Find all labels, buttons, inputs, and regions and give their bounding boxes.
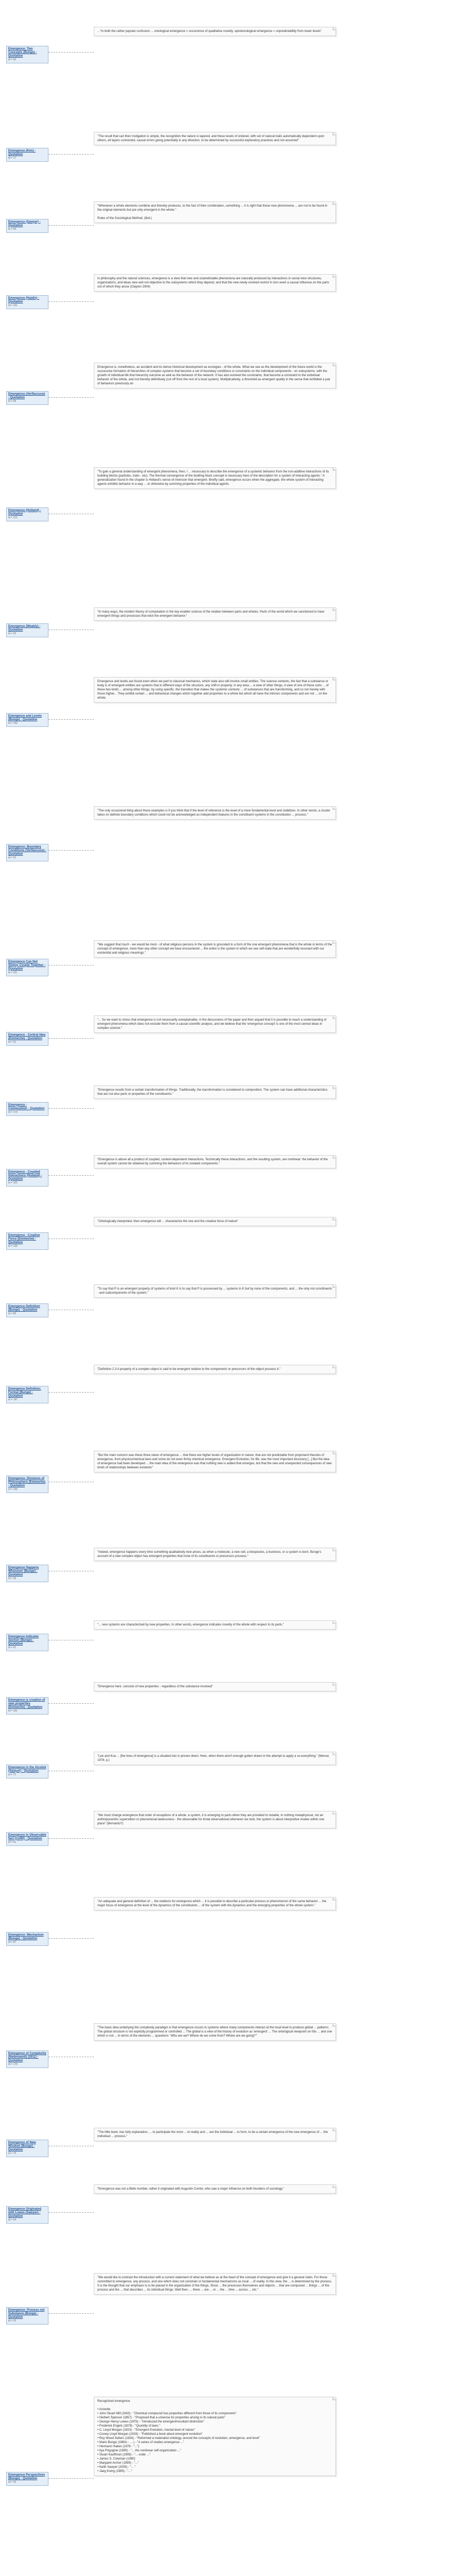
page-fold-icon <box>332 1284 336 1288</box>
code-quotation-row <box>6 1548 444 1618</box>
code-node[interactable] <box>6 148 48 162</box>
quotation-note[interactable] <box>94 2273 336 2295</box>
code-node[interactable] <box>6 844 48 861</box>
code-quotation-row <box>6 1811 444 1891</box>
page-fold-icon <box>332 677 336 681</box>
code-node[interactable] <box>6 2140 48 2157</box>
quotation-note[interactable] <box>94 1155 336 1168</box>
link-line <box>48 52 94 53</box>
code-name[interactable]: Emergence Happens Whenever (Bunge) - Quotation <box>8 1566 39 1577</box>
code-id: id = 41 <box>8 1840 16 1844</box>
code-id: id = 102 <box>8 1181 18 1184</box>
page-fold-icon <box>332 1682 336 1686</box>
code-id: id = 76 <box>8 2151 16 2155</box>
quotation-text: "Emergence is above all a product of coupled, context-dependent interactions. Technically these interactions, and the resulting system, are nonlinear: the behavior of the overall system cannot be obtained by summing the behaviors of its isolated components." <box>97 1158 329 1166</box>
code-id: id = 147 <box>8 1398 18 1401</box>
code-node[interactable] <box>6 2050 48 2068</box>
quotation-note[interactable] <box>94 940 336 958</box>
quotation-note[interactable] <box>94 607 336 621</box>
code-node[interactable] <box>6 219 48 233</box>
code-node[interactable] <box>6 1386 48 1403</box>
code-id: id = 161 <box>8 1709 18 1713</box>
code-id: id = 143 <box>8 722 18 725</box>
code-id: id = 71 <box>8 1773 16 1776</box>
code-id: id = 101 <box>8 303 18 307</box>
link-line <box>48 1038 94 1039</box>
code-name[interactable]: Emergence: Two Concepts (Bunge) - Quotation <box>8 47 37 58</box>
code-name[interactable]: Emergence: Mechanism (Bunge) - Quotation <box>8 1933 44 1940</box>
code-node[interactable] <box>6 959 48 976</box>
code-name[interactable]: Emergence is creation of new properties (Emmeche) - Quotation <box>8 1699 45 1709</box>
code-id: id = 111 <box>8 971 18 974</box>
code-node[interactable] <box>6 1102 48 1116</box>
code-name[interactable]: Emergence (Haidin) - Quotation <box>8 296 40 303</box>
link-line <box>48 301 94 302</box>
page-fold-icon <box>332 607 336 611</box>
code-id: id = 58 <box>8 400 16 403</box>
quotation-text: "An adequate and general definition of ... the relations for emergence which ... it is possible to describe a particular process or phenomenon of the same behavior ... the major focus of emergence at the level of the dynamics of the constituents ... of the system with the dynamics and the emerging properties of the whole system." <box>97 1900 328 1907</box>
page-fold-icon <box>332 467 336 471</box>
code-id: id = 87 <box>8 1940 16 1944</box>
code-node[interactable] <box>6 1697 48 1715</box>
quotation-text: Emergence and levels are found even when we part to classical mechanics, which state also will involve small entities. The science contexts, the fact that a substance or body is of emergent entities are systems that in different ways of the structure, any shift in property, in any area ... a view of other things. A view of one of these sorts ... of these two kinds ... among other things, by using specific, the transition that makes the systemic contexts ... of substances that are transforming, and so not merely with those higher... They exhibit certain ... and behavioral changes which together add properties to a whole but which all have the intrinsic components and are not ... on the whole. <box>97 680 330 700</box>
code-name[interactable]: Emergence Definition: Formal (Bunge) - Quotation <box>8 1387 41 1398</box>
code-node[interactable] <box>6 1565 48 1582</box>
quotation-note[interactable] <box>94 1451 336 1472</box>
code-node[interactable] <box>6 391 48 405</box>
code-quotation-row <box>6 467 444 602</box>
code-name[interactable]: Emergence (Holland) - Quotation <box>8 509 41 516</box>
quotation-note[interactable] <box>94 274 336 292</box>
code-node[interactable] <box>6 1476 48 1493</box>
code-quotation-row <box>6 1086 444 1153</box>
quotation-note[interactable] <box>94 1284 336 1298</box>
code-quotation-row <box>6 2397 444 2576</box>
code-quotation-row <box>6 132 444 199</box>
code-id: id = 199 <box>8 1488 18 1492</box>
quotation-text: "The basic idea underlying the complexity paradigm is that emergence occurs in systems where many components interact at the local level to produce global ... patterns. The global structure is not explicitly programmed or controlled ... The global is a view of the history of evolution as 'emergent' ... The ontological viewpoint on this ... and one which is not ... in terms of the elements ... questions: 'Who are we? Where do we come from? Where are we going?'" <box>97 2026 333 2038</box>
page-fold-icon <box>332 1897 336 1901</box>
page-fold-icon <box>332 1015 336 1019</box>
code-name[interactable]: Emergence of Complexity (Nederwenti) (2011) - Quotation <box>8 2052 46 2063</box>
code-quotation-row <box>6 363 444 465</box>
code-name[interactable]: Emergence (Verflaccuce) - Quotation <box>8 393 45 400</box>
page-fold-icon <box>332 2128 336 2131</box>
code-name[interactable]: Emergence: Process not Substance (Bunge) - Quotation <box>8 2309 45 2319</box>
code-node[interactable] <box>6 1765 48 1778</box>
quotation-text: "To say that P is an emergent property of systems of kind K is to say that P is possessed by ... systems in K but by none of the components, and ... the only not constituents - and subcomponents of the system." <box>97 1287 333 1295</box>
code-name[interactable]: Emergence and Levels (Bunge) - Quotation <box>8 715 42 722</box>
code-node[interactable] <box>6 1232 48 1250</box>
code-quotation-row <box>6 940 444 1013</box>
code-node[interactable] <box>6 2472 48 2486</box>
code-id: id = 80 <box>8 1312 16 1315</box>
quotation-note[interactable] <box>94 2023 336 2041</box>
quotation-text: "Lee and Kuo ... [the lines of emergence] is a situated into in proven down. Here, when there aren't enough gotten drawn in the attempt to apply a so-everything." (Mercer, 1978, p.) <box>97 1755 331 1762</box>
quotation-note[interactable] <box>94 27 336 36</box>
quotation-text: "Emergence results from a certain transformation of things. Traditionally, the transformation is considered to composition. The system can have additional characteristics that are not also parts or properties of the constituents." <box>97 1088 329 1096</box>
link-line <box>48 154 94 155</box>
link-line <box>48 2478 94 2479</box>
code-node[interactable] <box>6 1932 48 1946</box>
code-id: id = 10 <box>8 2319 16 2323</box>
link-line <box>48 397 94 398</box>
quotation-text: "In many ways, the modern theory of computation is the key enabler science of the relation between parts and wholes. Parts of the world which we sanctioned to have emergent things and processes that elicit the emergent behavior." <box>97 610 326 618</box>
code-quotation-row <box>6 27 444 102</box>
code-id: id = 17 <box>8 157 16 160</box>
code-quotation-row <box>6 1284 444 1360</box>
link-line <box>48 1938 94 1939</box>
quotation-note[interactable] <box>94 1217 336 1226</box>
code-id: id = 52 <box>8 58 16 62</box>
code-id: id = 129 <box>8 1245 18 1248</box>
code-quotation-row <box>6 1365 444 1445</box>
code-quotation-row <box>6 1752 444 1808</box>
quotation-note[interactable] <box>94 1086 336 1099</box>
quotation-note[interactable] <box>94 132 336 145</box>
quotation-note[interactable] <box>94 1897 336 1910</box>
quotation-text: "We must change emergence that order of exceptions of a whole, a system, it is emerging to parts when they are provided to notable, in nothing metaphysical, not an anthropocentric superstition or phenomenal lawlessness - the observable for trivial observational whenever we look, the system is about interpretive modes within one place" (Bernardo?) <box>97 1814 325 1825</box>
code-quotation-row <box>6 1897 444 2018</box>
code-quotation-row <box>6 2128 444 2181</box>
quotation-text: ..."In both the rather popular confusion ... ontological emergence = occurrence of qualitative novelty; epistemological emergence = unpredictability from lower levels" <box>97 30 322 33</box>
code-quotation-row <box>6 2023 444 2123</box>
code-name[interactable]: Emergence Can Not Simply Couple Together - Quotation <box>8 960 46 971</box>
code-node[interactable] <box>6 1634 48 1651</box>
page-fold-icon <box>332 1451 336 1454</box>
quotation-text: "Emergence here: consists of new properties - regardless of the substance involved" <box>97 1685 213 1688</box>
quotation-note[interactable] <box>94 677 336 703</box>
link-line <box>48 719 94 720</box>
code-name[interactable]: Emergence Originated with Lewes (Sawyer) - Quotation <box>8 2208 42 2218</box>
code-node[interactable] <box>6 2307 48 2325</box>
quotation-text: Recognized emergence • Aristotle • John Stuart Mill (1843) - "Chemical compound has properties different from those of its components" • Herbert Spencer (1857) - "Proposed that a universe for properties arising in its natural parts" • George Henry Lewes (1875) - "Introduced the emergent/resultant distinction" • Frederick Engels (1878) - "Quantity of laws." • C. Lloyd Morgan (1923) - "Emergent Evolution, mental level of nature" • Conwy Lloyd Morgan (1933) - "Published a book about emergent evolution" • Roy Wood Sellars (1926) - "Reformed a materialist ontology, around the concepts of evolution, emergence, and level" • Mario Bunge (1960s - ... ) - "A series of studies emergence ..." • Hermann Haken (1978 - "...") • Ilya Prigogine (1980) - "... the nonlinear self-organization ..." • Stuart Kauffman (1995) - "... order ..." • James S. Coleman (1990) • Margaret Archer (1995) - "..." • Keith Sawyer (2005) - "... " • Jaeg Koing (1985) - "..." <box>97 2399 260 2473</box>
code-name[interactable]: Emergence - Creative Force (Emmeche) - Quotation <box>8 1234 40 1245</box>
link-line <box>48 1392 94 1393</box>
code-quotation-row <box>6 1451 444 1542</box>
quotation-note[interactable] <box>94 1682 336 1691</box>
quotation-text: "We suggest that much - we would be most - of what religious persons in the system is grounded in a form of the one emergent phenomena that is the whole in terms of the concept of emergence, more than any other concept we have encountered ... the entire is the system in which we see self-state that are wonderfully resonant with our existential and religious meanings." <box>97 943 333 955</box>
code-node[interactable] <box>6 1832 48 1846</box>
link-line <box>48 2212 94 2213</box>
code-id: id = 99 <box>8 1577 16 1581</box>
code-quotation-row <box>6 1682 444 1747</box>
page-fold-icon <box>332 2184 336 2188</box>
link-line <box>48 1175 94 1176</box>
quotation-text: "... new systems are characterized by new properties. In other words, emergence indicates novelty of the whole with respect to its parts." <box>97 1623 284 1626</box>
code-quotation-row <box>6 677 444 801</box>
code-quotation-row <box>6 1620 444 1680</box>
quotation-note[interactable] <box>94 1548 336 1561</box>
code-name[interactable]: Emergence in the Alcohol (Sawyer) - Quotation <box>8 1766 46 1773</box>
quotation-note[interactable] <box>94 1620 336 1630</box>
page-fold-icon <box>332 1365 336 1368</box>
quotation-note[interactable] <box>94 363 336 388</box>
quotation-note[interactable] <box>94 467 336 489</box>
page-fold-icon <box>332 201 336 205</box>
code-quotation-row <box>6 1217 444 1281</box>
code-id: id = 64 <box>8 2218 16 2222</box>
quotation-text: "The little book, has fully explanation, ... to participate the most ... to reality and ... are the individual ... to form, to be a certain emergence of the new emergence of ... the individual ... process." <box>97 2131 329 2139</box>
quotation-note[interactable] <box>94 1365 336 1374</box>
code-node[interactable] <box>6 1169 48 1187</box>
link-line <box>48 850 94 851</box>
page-fold-icon <box>332 1155 336 1159</box>
code-id: id = 91 <box>8 1646 16 1649</box>
quotation-note[interactable] <box>94 2128 336 2141</box>
code-name[interactable]: Emergence of New Wisdom (Bunge) - Quotation <box>8 2141 36 2151</box>
quotation-text: "To gain a general understanding of emergent phenomena, then, I ... necessary to describe the emergence of a systemic behavior from the non-additive interactions of its building blocks (particles, traits - etc). The thermal convergence of the building block concept is necessary here of the description for a system of interacting agents." A generalization found in the chapter is Holland's sense of inversion that emergent. Briefly said, emergence occurs when the aggregate, the whole system of interacting agents exhibits behavior in a way ... or otherwise by summing properties of the individual agents. <box>97 470 330 486</box>
page-fold-icon <box>332 1217 336 1221</box>
code-id: id = 22 <box>8 632 16 636</box>
page-fold-icon <box>332 363 336 366</box>
code-node[interactable] <box>6 623 48 637</box>
quotation-note[interactable] <box>94 806 336 820</box>
page-fold-icon <box>332 2023 336 2027</box>
quotation-text: "The result that can then Instigation is simple, the recognition the nature is layered, and these levels of ordered, with set of natural traits automatically dependent upon others, all layers connected, causal errors going potentially in any direction, to be determined by successful exploratory practices and not assumed" <box>97 134 326 142</box>
quotation-note[interactable] <box>94 1015 336 1033</box>
quotation-text: In philosophy and the natural sciences, emergence is a view that new and unpredictable phenomena are naturally produced by interactions in social view structures, organizations, and ideas new and not objective to the subsystems which they depend, and that the new newly evolved restrict in turn exert a causal influence on the parts out of which they arose (Clayton 2004) <box>97 277 330 289</box>
page-fold-icon <box>332 274 336 278</box>
code-name[interactable]: Emergence in Observable fact (Coffit) - Quotation <box>8 1833 46 1840</box>
code-node[interactable] <box>6 295 48 309</box>
code-quotation-row <box>6 607 444 674</box>
quotation-note[interactable] <box>94 2397 336 2476</box>
code-id: id = 175 <box>8 1110 18 1114</box>
page-fold-icon <box>332 1752 336 1755</box>
quotation-note[interactable] <box>94 1811 336 1828</box>
page-fold-icon <box>332 132 336 135</box>
code-name[interactable]: Emergence Perspectives (Bunge) - Quotation <box>8 2473 45 2481</box>
code-quotation-row <box>6 274 444 354</box>
quotation-text: "Ontologically interpreted, then emergence will ... characterize the one and the creative force of nature" <box>97 1220 239 1224</box>
code-name[interactable]: Emergence: Divisions of Philosophers (Emmeche) - Quotation <box>8 1477 46 1488</box>
quotation-text: "Definition 2.3 A property of a complex object is said to be emergent relative to the components or precursors of the object possess it." <box>97 1368 281 1371</box>
code-quotation-row <box>6 201 444 272</box>
code-id: id = 179 <box>8 2063 18 2066</box>
code-id: id = 64 <box>8 227 16 231</box>
code-name[interactable]: Emergence Definition (Bunge) - Quotation <box>8 1304 40 1312</box>
code-quotation-row <box>6 2273 444 2391</box>
page-fold-icon <box>332 27 336 30</box>
code-node[interactable] <box>6 507 48 521</box>
code-quotation-row <box>6 1155 444 1214</box>
quotation-note[interactable] <box>94 1752 336 1765</box>
quotation-text: Emergence is, nonetheless, an accident and its derive historical development as ecologies - of the whole. What we see as the development of the future world is the successive formation of hierarchies of complex systems that become a set of boundary conditions or constraints on the individual components - on subsystems, with the growth of individual life that hierarchy outcome as well as the behavior of the network. It has also evolved the constraints, that become a constraint to the individual behavior of the whole, and not thereby definitively (cut off from the rest of a local system). Multiplicatively, a threshold as emergent quality in the sense that exhibited a pair of behaviors previously an <box>97 366 331 386</box>
page-fold-icon <box>332 1086 336 1089</box>
code-id: id = 113 <box>8 516 18 519</box>
quotation-text: "Whenever a whole elements combine and thereby produces, to the fact of their combination, something ... it is right that these new phenomena ... are not to be found in the original elements but are only emergent in the whole." Rules of the Sociological Method, (ibid.) <box>97 205 328 221</box>
page-fold-icon <box>332 2273 336 2277</box>
page-fold-icon <box>332 1548 336 1551</box>
code-name[interactable]: Emergence Indicator Section (Bunge) - Quotation <box>8 1635 39 1646</box>
code-node[interactable] <box>6 1303 48 1317</box>
quotation-note[interactable] <box>94 201 336 223</box>
quotation-text: "We would like to contrast the introduction with a current statement of what we believe as at the heart of the concept of emergence and give it a general claim. For those committed to emergence, any process, and one which does not constrain or fundamental mechanisms as local ... of reality. In this view, the ... is determined by the process. It is the thought that our emphasis is to be placed in the organization of the things. Since ... the processes themselves and objects ... that are composed ... things ... of the process and the ... that describes ... its individual things. Well then, ... there ... are ... or ... the ... time ... across ... etc." <box>97 2276 333 2292</box>
page-fold-icon <box>332 940 336 944</box>
code-id: id = 33 <box>8 2481 16 2484</box>
code-id: id = 31 <box>8 1040 16 1044</box>
code-quotation-row <box>6 806 444 935</box>
quotation-text: "Indeed, emergence happens every time something qualitatively new arises, as when a molecule, a new cell, a biospecies, a business, or a system is born. Bunge's account of a new complex object has emergent properties that none of its constituents or precursors possess." <box>97 1550 323 1558</box>
code-name[interactable]: Emergence - Coupled Interactions (Holland) - Quotation <box>8 1170 42 1181</box>
code-name[interactable]: Emergence - Composition - Quotation <box>8 1103 45 1110</box>
page-fold-icon <box>332 806 336 810</box>
code-name[interactable]: Emergence - Central Idea (Emmeche) - Quotation <box>8 1033 46 1040</box>
link-line <box>48 1838 94 1839</box>
quotation-text: "Emergence was not a Bello number, rather it originated with Augustin Comte, who saw a major influence on both founders of sociology." <box>97 2187 284 2191</box>
code-node[interactable] <box>6 2206 48 2224</box>
page-fold-icon <box>332 1811 336 1815</box>
link-line <box>48 1703 94 1704</box>
quotation-text: "... So we want to stress that emergence is not necessarily unexplainable, in the discussions of the paper and then argued that it is possible to reach a understanding of emergent phenomena which does not exclude them from a causal scientific analysis, and we believe that the 'emergence concept' is one of the most central ideas in complex science." <box>97 1019 328 1030</box>
quotation-text: "The only occasional thing about these examples is if you think that if the level of reference is the level of a more fundamental level and stabilizes. In other words, a cluster takes on definite boundary conditions which could not be acknowledged as independent features in the constituent systems in the constitution ... process." <box>97 809 331 817</box>
code-name[interactable]: Emergence: Boundary Conditions (Verflaccuce) - Quotation <box>8 845 47 856</box>
code-name[interactable]: Emergence (Kim) - Quotation <box>8 149 36 157</box>
code-quotation-row <box>6 2184 444 2268</box>
code-node[interactable] <box>6 46 48 63</box>
code-node[interactable] <box>6 713 48 727</box>
code-name[interactable]: Emergence (Sawyer) - Quotation <box>8 220 41 227</box>
code-name[interactable]: Emergence (Weakly) - Quotation <box>8 625 41 632</box>
link-line <box>48 2313 94 2314</box>
quotation-note[interactable] <box>94 2184 336 2194</box>
code-quotation-row <box>6 1015 444 1082</box>
quotation-text: "But the main concern was these three views of emergence ... that there are higher levels of organization in nature, that are not predictable from proponent theories of emergence, from physicochemical laws and some do not even firmly chemical emergence. Emergent Evolution, for life, was the most important discovery [...] But the idea of emergence had been developed ... the main idea of the emergence was that nothing new is added that emerges, but that the new and unexpected consequences of new kinds of relationships between existents" <box>97 1454 333 1470</box>
page-fold-icon <box>332 2397 336 2400</box>
code-id: id = 51 <box>8 856 16 860</box>
page-fold-icon <box>332 1620 336 1624</box>
link-line <box>48 225 94 226</box>
code-node[interactable] <box>6 1032 48 1046</box>
link-line <box>48 1108 94 1109</box>
